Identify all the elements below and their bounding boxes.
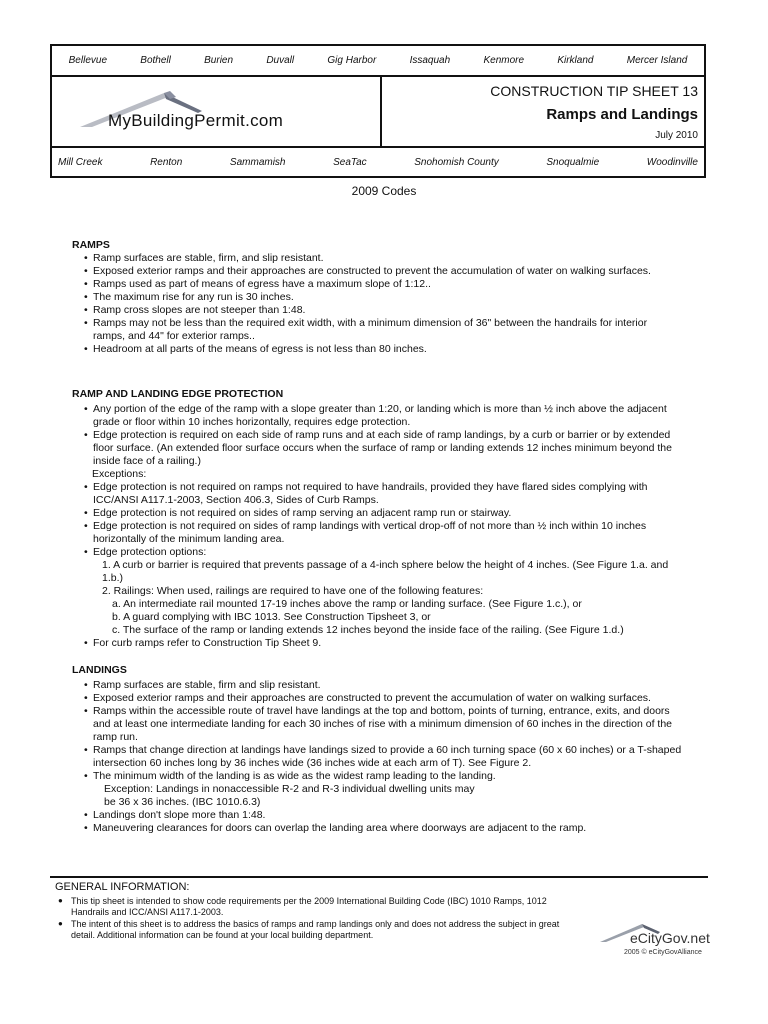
- city: Kirkland: [557, 55, 594, 66]
- list-item: • Maneuvering clearances for doors can overlap the landing area where doorways are adjacent to the ramp.: [82, 822, 682, 835]
- cities-top-row: [52, 46, 704, 77]
- sheet-number: CONSTRUCTION TIP SHEET 13: [490, 83, 698, 99]
- list-item: • For curb ramps refer to Construction Tip Sheet 9.: [82, 637, 692, 650]
- city: Woodinville: [646, 156, 698, 168]
- list-item: • Ramp cross slopes are not steeper than 1:48.: [82, 304, 682, 317]
- list-item: • Landings don't slope more than 1:48.: [82, 809, 682, 822]
- header-box: [50, 44, 706, 178]
- list-item: • Any portion of the edge of the ramp with a slope greater than 1:20, or landing which is more than ½ inch above the adjacent grade or floor within 10 inches horizontally, requires edge protection.: [82, 403, 692, 429]
- city: Mercer Island: [626, 55, 688, 66]
- logo-text: MyBuildingPermit.com: [108, 111, 284, 130]
- landings-heading: LANDINGS: [72, 664, 127, 676]
- list-item: • Ramp surfaces are stable, firm, and slip resistant.: [82, 252, 682, 265]
- list-item: • Edge protection is required on each side of ramp runs and at each side of ramp landings, by a curb or barrier or by extended floor surface. (An extended floor surface occurs when the surface of ramp or landing extends 12 inches minimum beyond the inside face of a railing.): [82, 429, 692, 468]
- copyright: 2005 © eCityGovAlliance: [624, 949, 702, 956]
- option-item: 2. Railings: When used, railings are required to have one of the following features:: [102, 585, 484, 597]
- list-item: • Edge protection options:: [82, 546, 692, 559]
- list-item: ● The intent of this sheet is to address the basics of ramps and ramp landings only and does not address the subject in great detail. Additional information can be found at your local building department.: [58, 919, 578, 940]
- city: Renton: [150, 156, 183, 168]
- option-subitem: c. The surface of the ramp or landing extends 12 inches beyond the inside face of the railing. (See Figure 1.d.): [112, 624, 624, 636]
- logo-cell: [52, 75, 382, 146]
- list-item: ● This tip sheet is intended to show code requirements per the 2009 International Building Code (IBC) 1010 Ramps, 1012 Handrails and ICC/ANSI A117.1-2003.: [58, 896, 578, 917]
- list-item: • Ramps within the accessible route of travel have landings at the top and bottom, points of turning, entrance, exits, and doors and at least one intermediate landing for each 30 inches of rise with a minimum dimension of 60 inches in the direction of the ramp run.: [82, 705, 682, 744]
- option-item: 1. A curb or barrier is required that prevents passage of a 4-inch sphere below the height of 4 inches. (See Figure 1.a. and 1.b.): [102, 559, 669, 584]
- general-heading: GENERAL INFORMATION:: [55, 881, 190, 893]
- exception-item: • Edge protection is not required on sides of ramp serving an adjacent ramp run or stairway.: [82, 507, 692, 520]
- list-item: • Ramps that change direction at landings have landings sized to provide a 60 inch turning space (60 x 60 inches) or a T-shaped intersection 60 inches long by 36 inches wide (36 inches wide at each arm of T). See Figure 2.: [82, 744, 682, 770]
- city: Snoqualmie: [546, 156, 600, 168]
- list-item: • Exposed exterior ramps and their approaches are constructed to prevent the accumulation of water on walking surfaces.: [82, 265, 682, 278]
- list-item: • Ramps may not be less than the required exit width, with a minimum dimension of 36" between the handrails for interior ramps, and 44" for exterior ramps..: [82, 317, 682, 343]
- city: Gig Harbor: [327, 55, 377, 66]
- city: Bellevue: [68, 55, 107, 66]
- exception-item: • Edge protection is not required on ramps not required to have handrails, provided they have flared sides complying with ICC/ANSI A117.1-2003, Section 406.3, Sides of Curb Ramps.: [82, 481, 692, 507]
- city: Bothell: [140, 55, 171, 66]
- city: Burien: [204, 55, 234, 66]
- list-item: • Headroom at all parts of the means of egress is not less than 80 inches.: [82, 343, 682, 356]
- ecitygov-logo-text: eCityGov.net: [630, 930, 710, 946]
- roof-logo-icon: [52, 75, 382, 145]
- option-subitem: b. A guard complying with IBC 1013. See Construction Tipsheet 3, or: [112, 611, 431, 623]
- codes-label: 2009 Codes: [351, 184, 417, 198]
- city: Duvall: [266, 55, 295, 66]
- list-item: • The minimum width of the landing is as wide as the widest ramp leading to the landing.: [82, 770, 682, 783]
- list-item: • Ramps used as part of means of egress have a maximum slope of 1:12..: [82, 278, 682, 291]
- list-item: • Ramp surfaces are stable, firm and slip resistant.: [82, 679, 682, 692]
- exception-item: • Edge protection is not required on sides of ramp landings with vertical drop-off of not more than ½ inch within 10 inches horizontally of the minimum landing area.: [82, 520, 692, 546]
- divider: [50, 876, 708, 878]
- sheet-title: Ramps and Landings: [546, 106, 698, 123]
- city: Sammamish: [229, 156, 286, 168]
- landings-list: [82, 679, 682, 835]
- city: Snohomish County: [414, 156, 499, 168]
- landing-exception: Exception: Landings in nonaccessible R-2 and R-3 individual dwelling units may be 36 x 36 inches. (IBC 1010.6.3): [104, 783, 475, 808]
- ramps-list: [82, 252, 682, 356]
- list-item: • Exposed exterior ramps and their approaches are constructed to prevent the accumulation of water on walking surfaces.: [82, 692, 682, 705]
- city: Mill Creek: [58, 156, 103, 168]
- exceptions-label: Exceptions:: [92, 468, 147, 480]
- general-list: [58, 896, 578, 942]
- edge-list: [82, 403, 692, 650]
- list-item: • The maximum rise for any run is 30 inches.: [82, 291, 682, 304]
- option-subitem: a. An intermediate rail mounted 17-19 inches above the ramp or landing surface. (See Figure 1.c.), or: [112, 598, 582, 610]
- ramps-heading: RAMPS: [72, 239, 110, 251]
- cities-bottom-row: [52, 146, 704, 176]
- city: SeaTac: [333, 156, 367, 168]
- city: Issaquah: [409, 55, 451, 66]
- sheet-date: July 2010: [655, 130, 698, 141]
- city: Kenmore: [483, 55, 525, 66]
- title-cell: [382, 75, 704, 146]
- edge-heading: RAMP AND LANDING EDGE PROTECTION: [72, 388, 284, 400]
